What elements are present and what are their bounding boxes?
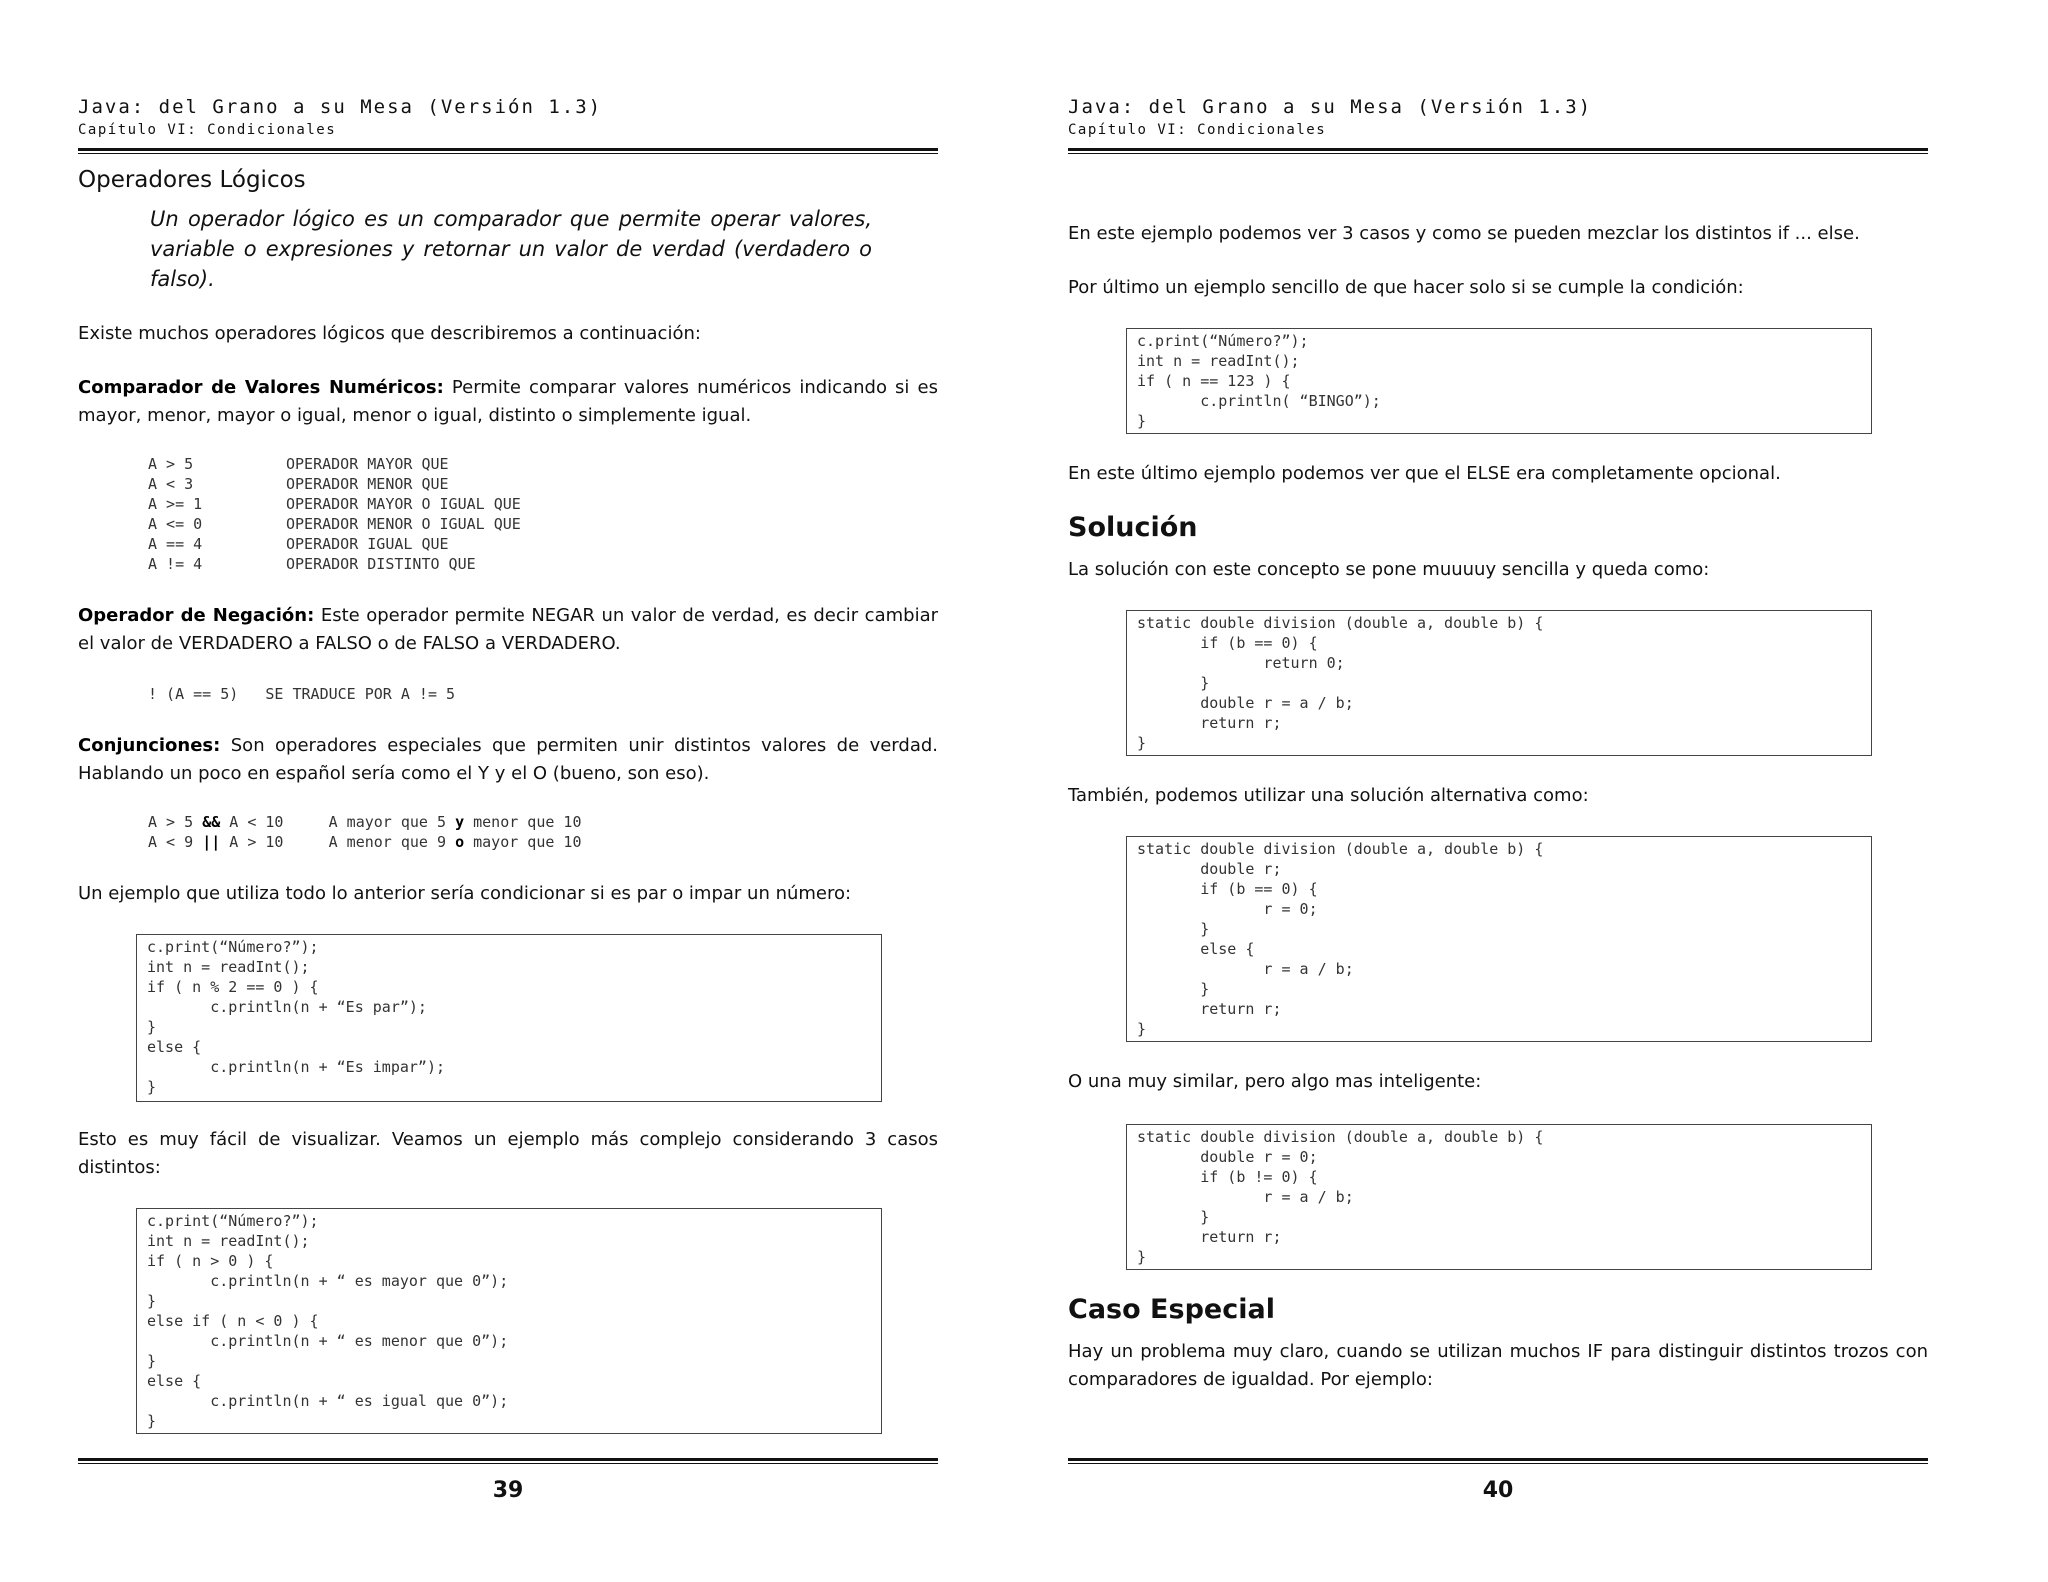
operator-expr: A != 4 bbox=[148, 555, 203, 573]
negation-example: ! (A == 5) SE TRADUCE POR A != 5 bbox=[148, 685, 456, 703]
code-block-bingo: c.print(“Número?”); int n = readInt(); if ( n == 123 ) { c.println( “BINGO”); } bbox=[1126, 328, 1872, 434]
code-block-solution-3: static double division (double a, double b) { double r = 0; if (b != 0) { r = a / b; } return r; } bbox=[1126, 1124, 1872, 1270]
code-fragment: menor que 10 bbox=[464, 813, 582, 831]
conjunction-and-line bbox=[148, 812, 582, 832]
chapter-title: Capítulo VI: Condicionales bbox=[78, 122, 337, 138]
paragraph-alternative: También, podemos utilizar una solución alternativa como: bbox=[1068, 785, 1589, 806]
header-rule bbox=[1068, 148, 1928, 154]
table-row bbox=[148, 454, 521, 474]
left-page bbox=[78, 0, 938, 1582]
operator-expr: A <= 0 bbox=[148, 515, 203, 533]
header-rule bbox=[78, 148, 938, 154]
special-case-title: Caso Especial bbox=[1068, 1294, 1275, 1325]
example-intro: Un ejemplo que utiliza todo lo anterior sería condicionar si es par o impar un número: bbox=[78, 883, 852, 904]
table-row bbox=[148, 494, 521, 514]
conjunctions-label: Conjunciones: bbox=[78, 735, 221, 756]
negation-label: Operador de Negación: bbox=[78, 605, 315, 626]
table-row bbox=[148, 514, 521, 534]
operator-desc: OPERADOR MENOR O IGUAL QUE bbox=[286, 515, 521, 533]
table-row bbox=[148, 554, 521, 574]
operator-expr: A > 5 bbox=[148, 455, 194, 473]
book-title: Java: del Grano a su Mesa (Versión 1.3) bbox=[1068, 96, 1593, 118]
code-fragment: A > 5 bbox=[148, 813, 203, 831]
conjunctions-text: Son operadores especiales que permiten unir distintos valores de verdad. Hablando un poco en español sería como el Y y el O (bueno, son eso). bbox=[78, 735, 938, 784]
negation-paragraph bbox=[78, 602, 938, 658]
paragraph-solution: La solución con este concepto se pone muuuuy sencilla y queda como: bbox=[1068, 559, 1710, 580]
right-page bbox=[1068, 0, 1928, 1582]
conjunction-or-line bbox=[148, 832, 582, 852]
footer-rule bbox=[1068, 1458, 1928, 1464]
and-operator: && bbox=[202, 813, 221, 831]
numeric-text: Permite comparar valores numéricos indicando si es mayor, menor, mayor o igual, menor o igual, distinto o simplemente igual. bbox=[78, 377, 938, 426]
negation-text: Este operador permite NEGAR un valor de verdad, es decir cambiar el valor de VERDADERO a FALSO o de FALSO a VERDADERO. bbox=[78, 605, 939, 654]
operator-expr: A == 4 bbox=[148, 535, 203, 553]
operator-expr: A >= 1 bbox=[148, 495, 203, 513]
operator-desc: OPERADOR DISTINTO QUE bbox=[286, 555, 476, 573]
code-block-par-impar: c.print(“Número?”); int n = readInt(); if ( n % 2 == 0 ) { c.println(n + “Es par”); } else { c.println(n + “Es impar”); } bbox=[136, 934, 882, 1102]
code-fragment: A < 10 A mayor que 5 bbox=[220, 813, 456, 831]
page-number: 39 bbox=[492, 1478, 524, 1503]
and-word: y bbox=[455, 813, 465, 831]
section-title: Operadores Lógicos bbox=[78, 167, 306, 193]
table-row bbox=[148, 534, 521, 554]
definition-quote: Un operador lógico es un comparador que permite operar valores, variable o expresiones y retornar un valor de verdad (verdadero o falso). bbox=[150, 207, 872, 291]
code-block-solution-2: static double division (double a, double b) { double r; if (b == 0) { r = 0; } else { r = a / b; } return r; } bbox=[1126, 836, 1872, 1042]
or-operator: || bbox=[202, 833, 221, 851]
book-title: Java: del Grano a su Mesa (Versión 1.3) bbox=[78, 96, 603, 118]
complex-intro: Esto es muy fácil de visualizar. Veamos un ejemplo más complejo considerando 3 casos distintos: bbox=[78, 1129, 938, 1178]
footer-rule bbox=[78, 1458, 938, 1464]
paragraph-similar: O una muy similar, pero algo mas inteligente: bbox=[1068, 1071, 1482, 1092]
solution-title: Solución bbox=[1068, 512, 1198, 543]
numeric-label: Comparador de Valores Numéricos: bbox=[78, 377, 444, 398]
intro-paragraph: Existe muchos operadores lógicos que describiremos a continuación: bbox=[78, 323, 701, 344]
code-block-solution-1: static double division (double a, double b) { if (b == 0) { return 0; } double r = a / b; return r; } bbox=[1126, 610, 1872, 756]
code-fragment: A > 10 A menor que 9 bbox=[220, 833, 456, 851]
operator-table bbox=[148, 454, 521, 574]
operator-desc: OPERADOR MAYOR QUE bbox=[286, 455, 449, 473]
paragraph-three-cases: En este ejemplo podemos ver 3 casos y como se pueden mezclar los distintos if ... else. bbox=[1068, 223, 1860, 244]
or-word: o bbox=[455, 833, 465, 851]
code-block-three-cases: c.print(“Número?”); int n = readInt(); if ( n > 0 ) { c.println(n + “ es mayor que 0”); } else if ( n < 0 ) { c.println(n + “ es menor que 0”); } else { c.println(n + “ es igual que 0”); } bbox=[136, 1208, 882, 1434]
numeric-paragraph bbox=[78, 374, 938, 430]
conjunctions-paragraph bbox=[78, 732, 938, 788]
operator-expr: A < 3 bbox=[148, 475, 194, 493]
paragraph-simple-example: Por último un ejemplo sencillo de que hacer solo si se cumple la condición: bbox=[1068, 277, 1744, 298]
page-number: 40 bbox=[1482, 1478, 1514, 1503]
chapter-title: Capítulo VI: Condicionales bbox=[1068, 122, 1327, 138]
operator-desc: OPERADOR MENOR QUE bbox=[286, 475, 449, 493]
operator-desc: OPERADOR MAYOR O IGUAL QUE bbox=[286, 495, 521, 513]
paragraph-else-optional: En este último ejemplo podemos ver que el ELSE era completamente opcional. bbox=[1068, 463, 1781, 484]
code-fragment: A < 9 bbox=[148, 833, 203, 851]
table-row bbox=[148, 474, 521, 494]
code-fragment: mayor que 10 bbox=[464, 833, 582, 851]
paragraph-special-case: Hay un problema muy claro, cuando se utilizan muchos IF para distinguir distintos trozos con comparadores de igualdad. Por ejemplo: bbox=[1068, 1341, 1928, 1390]
operator-desc: OPERADOR IGUAL QUE bbox=[286, 535, 449, 553]
